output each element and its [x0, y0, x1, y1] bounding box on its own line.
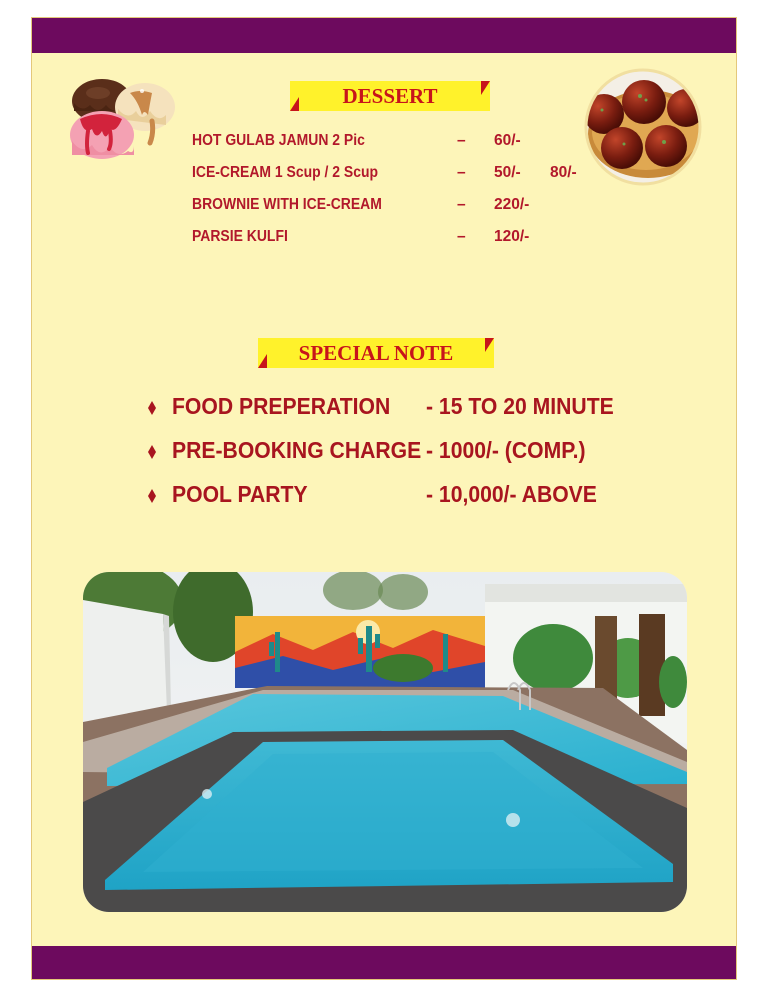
- banner-right-triangle: [485, 338, 494, 352]
- item-dash: –: [457, 228, 466, 245]
- item-price-two-scoop: 80/-: [550, 164, 577, 181]
- special-note-banner: [258, 338, 494, 368]
- note-value: - 15 TO 20 MINUTE: [426, 393, 614, 419]
- item-dash: –: [457, 164, 466, 181]
- diamond-bullet-icon: [148, 445, 156, 459]
- swimming-pool-photo: [83, 572, 687, 912]
- item-price: 220/-: [494, 196, 530, 213]
- dessert-title: DESSERT: [342, 84, 438, 108]
- note-label: PRE-BOOKING CHARGE: [172, 437, 422, 463]
- menu-page: [31, 17, 737, 980]
- item-dash: –: [457, 132, 466, 149]
- special-note-title: SPECIAL NOTE: [298, 341, 454, 365]
- menu-item: [192, 228, 612, 250]
- dessert-banner: [290, 81, 490, 111]
- bottom-band: [32, 946, 736, 979]
- note-label: POOL PARTY: [172, 481, 308, 507]
- item-price: 120/-: [494, 228, 530, 245]
- item-price: 60/-: [494, 132, 521, 149]
- note-value: - 1000/- (COMP.): [426, 437, 586, 463]
- diamond-bullet-icon: [148, 401, 156, 415]
- note-item: [144, 393, 664, 427]
- menu-item: [192, 164, 612, 186]
- menu-item: [192, 132, 612, 154]
- ice-cream-image: [50, 71, 190, 171]
- diamond-bullet-icon: [148, 489, 156, 503]
- menu-item: [192, 196, 612, 218]
- item-name: BROWNIE WITH ICE-CREAM: [192, 196, 382, 213]
- item-name: PARSIE KULFI: [192, 228, 288, 245]
- item-dash: –: [457, 196, 466, 213]
- note-label: FOOD PREPERATION: [172, 393, 391, 419]
- item-price: 50/-: [494, 164, 521, 181]
- note-item: [144, 437, 664, 471]
- note-item: [144, 481, 664, 515]
- banner-right-triangle: [481, 81, 490, 95]
- note-value: - 10,000/- ABOVE: [426, 481, 597, 507]
- item-name: ICE-CREAM 1 Scup / 2 Scup: [192, 164, 379, 181]
- top-band: [32, 18, 736, 53]
- item-name: HOT GULAB JAMUN 2 Pic: [192, 132, 365, 149]
